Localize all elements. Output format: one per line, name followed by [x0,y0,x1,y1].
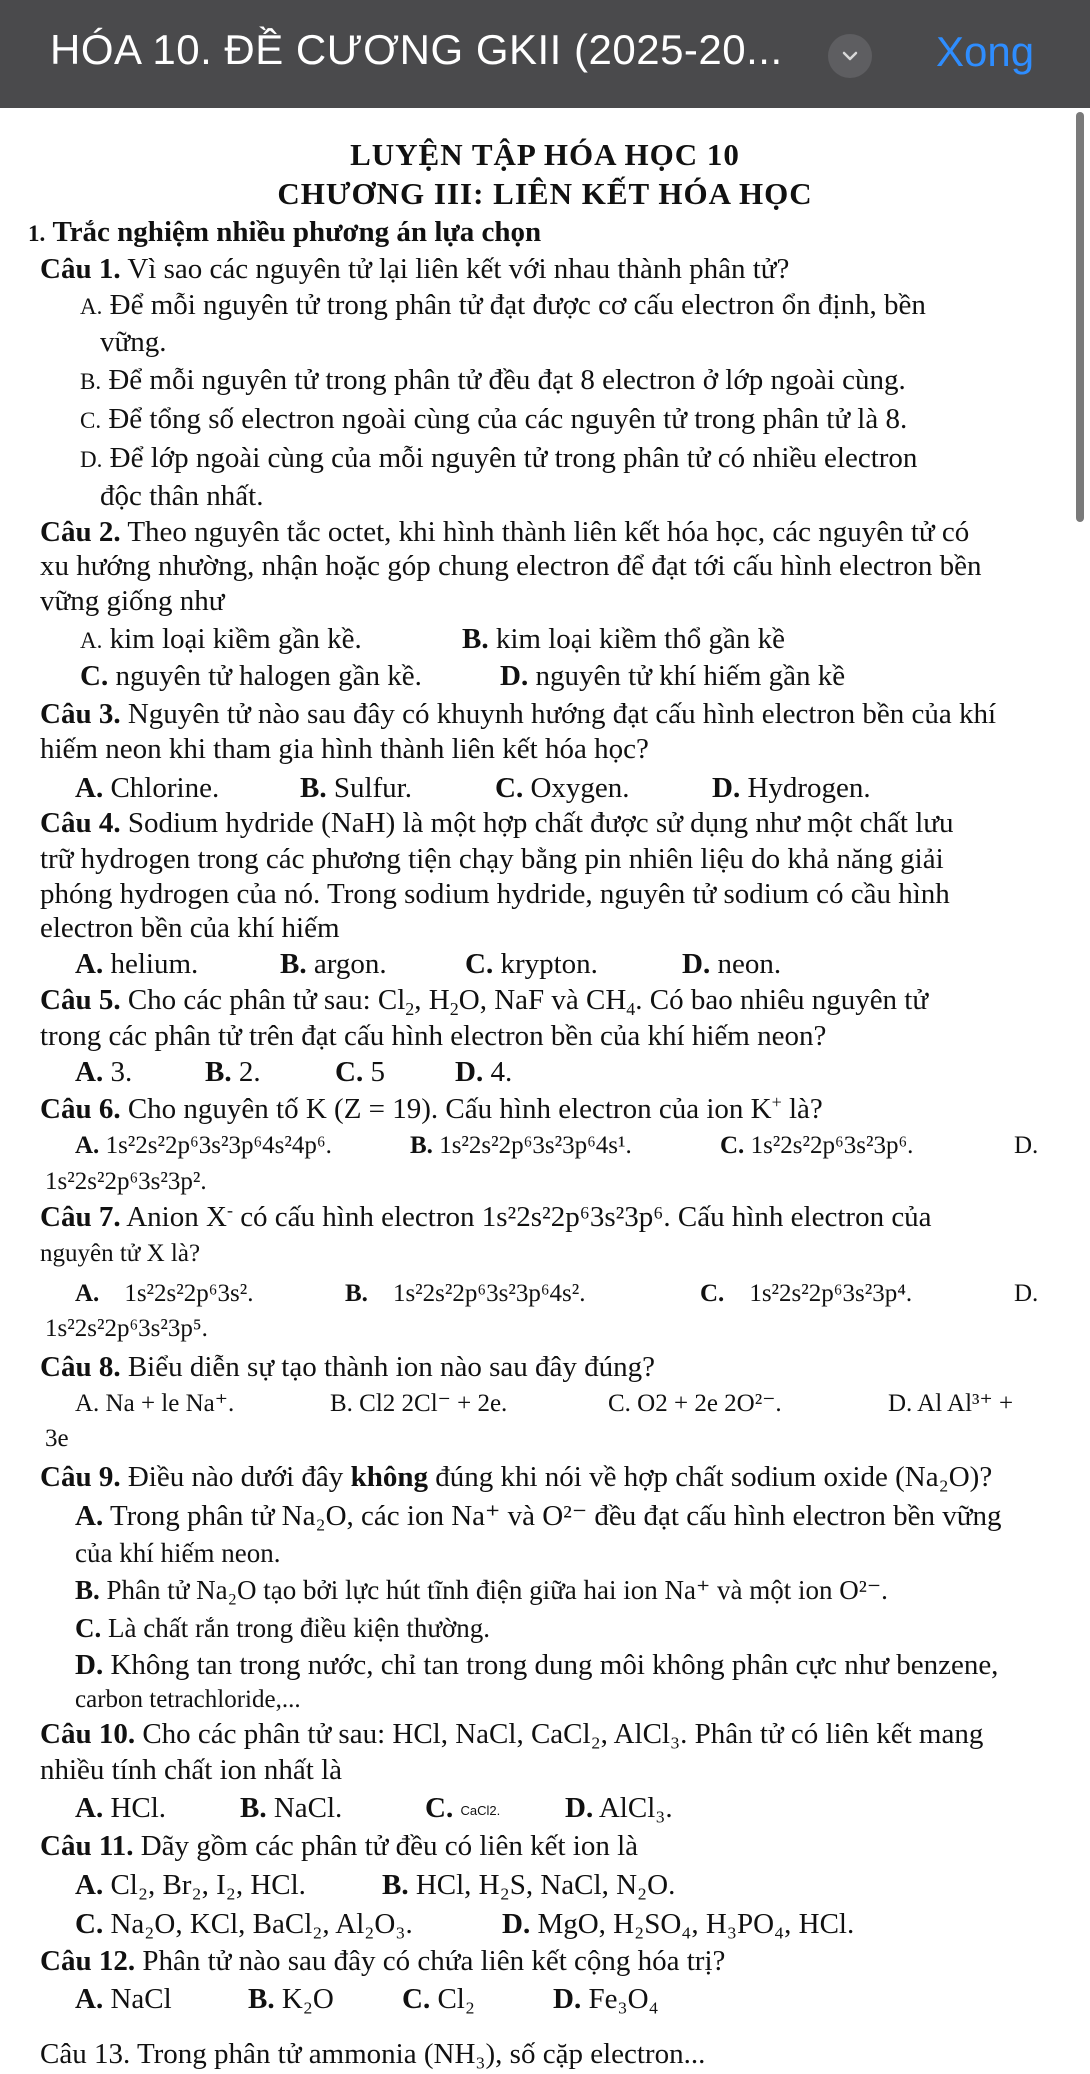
q1-option-d-cont: độc thân nhất. [100,480,264,512]
q9-option-b[interactable]: B. Phân tử Na₂O tạo bởi lực hút tĩnh điện giữa hai ion Na⁺ và một ion O²⁻. [75,1575,888,1605]
top-bar [0,0,1090,108]
heading-title: LUYỆN TẬP HÓA HỌC 10 [350,137,740,172]
q2-option-d[interactable]: D. nguyên tử khí hiếm gần kề [500,660,846,692]
title-dropdown-button[interactable] [828,34,872,78]
q11-option-b[interactable]: B. HCl, H₂S, NaCl, N₂O. [382,1869,676,1901]
question-2-line3: vững giống như [40,585,225,617]
q4-option-b[interactable]: B. argon. [280,948,387,980]
q2-option-a[interactable]: A. kim loại kiềm gần kề. [80,623,362,655]
q5-option-b[interactable]: B. 2. [205,1056,261,1088]
question-5: Câu 5. Cho các phân tử sau: $Cl_2$, $H_2O$, NaF và $CH_4$. Có bao nhiêu nguyên tử [40,984,929,1019]
q9-option-a-cont: của khí hiếm neon. [75,1538,281,1568]
q6-option-d-label[interactable]: D. [1014,1132,1039,1159]
chevron-down-icon [838,44,862,68]
q8-option-c[interactable]: C. O2 + 2e 2O²⁻. [608,1390,782,1417]
q10-option-c[interactable]: C. CaCl2. [425,1792,501,1824]
q3-option-d[interactable]: D. Hydrogen. [712,772,871,804]
q8-option-d-cont: 3e [45,1425,69,1452]
question-10: Câu 10. Cho các phân tử sau: HCl, NaCl, CaCl₂, AlCl₃. Phân tử có liên kết mang [40,1718,984,1750]
question-5-line2: trong các phân tử trên đạt cấu hình electron bền của khí hiếm neon? [40,1020,827,1052]
section-heading: 1. Trắc nghiệm nhiều phương án lựa chọn [28,216,542,248]
question-7-line2: nguyên tử X là? [40,1240,201,1267]
q7-option-d[interactable]: 1s²2s²2p⁶3s²3p⁵. [45,1315,208,1342]
q2-option-b[interactable]: B. kim loại kiềm thổ gần kề [462,623,785,655]
q1-option-c[interactable]: C. Để tổng số electron ngoài cùng của các nguyên tử trong phân tử là 8. [80,403,908,435]
question-2-line2: xu hướng nhường, nhận hoặc góp chung electron để đạt tới cấu hình electron bền [40,550,982,582]
q11-option-c[interactable]: C. Na₂O, KCl, BaCl₂, Al₂O₃. [75,1908,413,1940]
q1-option-a-cont: vững. [100,326,167,358]
q12-option-c[interactable]: C. Cl₂ [402,1983,475,2015]
q5-option-d[interactable]: D. 4. [455,1056,513,1088]
document-page [0,108,1090,2070]
q6-option-c[interactable]: C. 1s²2s²2p⁶3s²3p⁶. [720,1132,914,1159]
q6-option-a[interactable]: A. 1s²2s²2p⁶3s²3p⁶4s²4p⁶. [75,1132,332,1159]
q10-option-d[interactable]: D. AlCl₃. [565,1792,673,1824]
q9-option-d-cont: carbon tetrachloride,... [75,1686,301,1713]
q11-option-d[interactable]: D. MgO, H₂SO₄, H₃PO₄, HCl. [502,1908,855,1940]
question-13-cut: Câu 13. Trong phân tử ammonia (NH₃), số cặp electron... [40,2038,706,2070]
question-4: Câu 4. Sodium hydride (NaH) là một hợp chất được sử dụng như một chất lưu [40,807,954,839]
q5-option-a[interactable]: A. 3. [75,1056,133,1088]
question-2: Câu 2. Theo nguyên tắc octet, khi hình thành liên kết hóa học, các nguyên tử có [40,516,970,548]
q1-option-d[interactable]: D. Để lớp ngoài cùng của mỗi nguyên tử trong phân tử có nhiều electron [80,442,918,474]
question-8: Câu 8. Biểu diễn sự tạo thành ion nào sau đây đúng? [40,1351,655,1383]
q3-option-c[interactable]: C. Oxygen. [495,772,630,804]
q10-option-a[interactable]: A. HCl. [75,1792,167,1824]
q8-option-d[interactable]: D. Al Al³⁺ + [888,1390,1014,1417]
question-9: Câu 9. Điều nào dưới đây không đúng khi nói về hợp chất sodium oxide (Na₂O)? [40,1461,993,1493]
q2-option-c[interactable]: C. nguyên tử halogen gần kề. [80,660,422,692]
q6-option-b[interactable]: B. 1s²2s²2p⁶3s²3p⁶4s¹. [410,1132,632,1159]
q7-option-c[interactable]: C. 1s²2s²2p⁶3s²3p⁴. [700,1280,913,1307]
heading-chapter: CHƯƠNG III: LIÊN KẾT HÓA HỌC [277,176,813,211]
q7-option-b[interactable]: B. 1s²2s²2p⁶3s²3p⁶4s². [345,1280,586,1307]
q8-option-b[interactable]: B. Cl2 2Cl⁻ + 2e. [330,1390,508,1417]
q1-option-b[interactable]: B. Để mỗi nguyên tử trong phân tử đều đạt 8 electron ở lớp ngoài cùng. [80,364,906,396]
q10-option-b[interactable]: B. NaCl. [240,1792,343,1824]
question-6: Câu 6. Cho nguyên tố K (Z = 19). Cấu hình electron của ion K+ là? [40,1092,823,1125]
q7-option-d-label[interactable]: D. [1014,1280,1039,1307]
question-12: Câu 12. Phân tử nào sau đây có chứa liên kết cộng hóa trị? [40,1945,726,1977]
q7-option-a[interactable]: A. 1s²2s²2p⁶3s². [75,1280,254,1307]
question-3-line2: hiếm neon khi tham gia hình thành liên kết hóa học? [40,733,649,765]
question-4-line4: electron bền của khí hiếm [40,912,340,944]
q6-option-d[interactable]: 1s²2s²2p⁶3s²3p². [45,1168,207,1195]
question-3: Câu 3. Nguyên tử nào sau đây có khuynh hướng đạt cấu hình electron bền của khí [40,698,997,730]
q3-option-a[interactable]: A. Chlorine. [75,772,220,804]
q12-option-d[interactable]: D. Fe₃O₄ [553,1983,659,2015]
question-1: Câu 1. Vì sao các nguyên tử lại liên kết với nhau thành phân tử? [40,253,790,285]
question-4-line2: trữ hydrogen trong các phương tiện chạy bằng pin nhiên liệu do khả năng giải [40,843,944,875]
q1-option-a[interactable]: A. Để mỗi nguyên tử trong phân tử đạt được cơ cấu electron ổn định, bền [80,289,926,321]
q9-option-d[interactable]: D. Không tan trong nước, chỉ tan trong dung môi không phân cực như benzene, [75,1649,999,1681]
q5-option-c[interactable]: C. 5 [335,1056,385,1088]
q8-option-a[interactable]: A. Na + le Na⁺. [75,1390,235,1417]
question-10-line2: nhiều tính chất ion nhất là [40,1754,343,1786]
q12-option-a[interactable]: A. NaCl [75,1983,172,2015]
done-button[interactable]: Xong [936,28,1035,75]
document-title: HÓA 10. ĐỀ CƯƠNG GKII (2025-20... [50,26,783,73]
q3-option-b[interactable]: B. Sulfur. [300,772,412,804]
question-11: Câu 11. Dãy gồm các phân tử đều có liên kết ion là [40,1830,639,1862]
q4-option-d[interactable]: D. neon. [682,948,782,980]
q12-option-b[interactable]: B. K₂O [248,1983,334,2015]
question-4-line3: phóng hydrogen của nó. Trong sodium hydride, nguyên tử sodium có cầu hình [40,878,950,910]
q4-option-a[interactable]: A. helium. [75,948,199,980]
q9-option-a[interactable]: A. Trong phân tử Na₂O, các ion Na⁺ và O²⁻ đều đạt cấu hình electron bền vững [75,1500,1002,1532]
q11-option-a[interactable]: A. Cl₂, Br₂, I₂, HCl. [75,1869,306,1901]
q9-option-c[interactable]: C. Là chất rắn trong điều kiện thường. [75,1613,491,1643]
q4-option-c[interactable]: C. krypton. [465,948,598,980]
question-7: Câu 7. Anion X- có cấu hình electron 1s²2s²2p⁶3s²3p⁶. Cấu hình electron của [40,1200,932,1233]
